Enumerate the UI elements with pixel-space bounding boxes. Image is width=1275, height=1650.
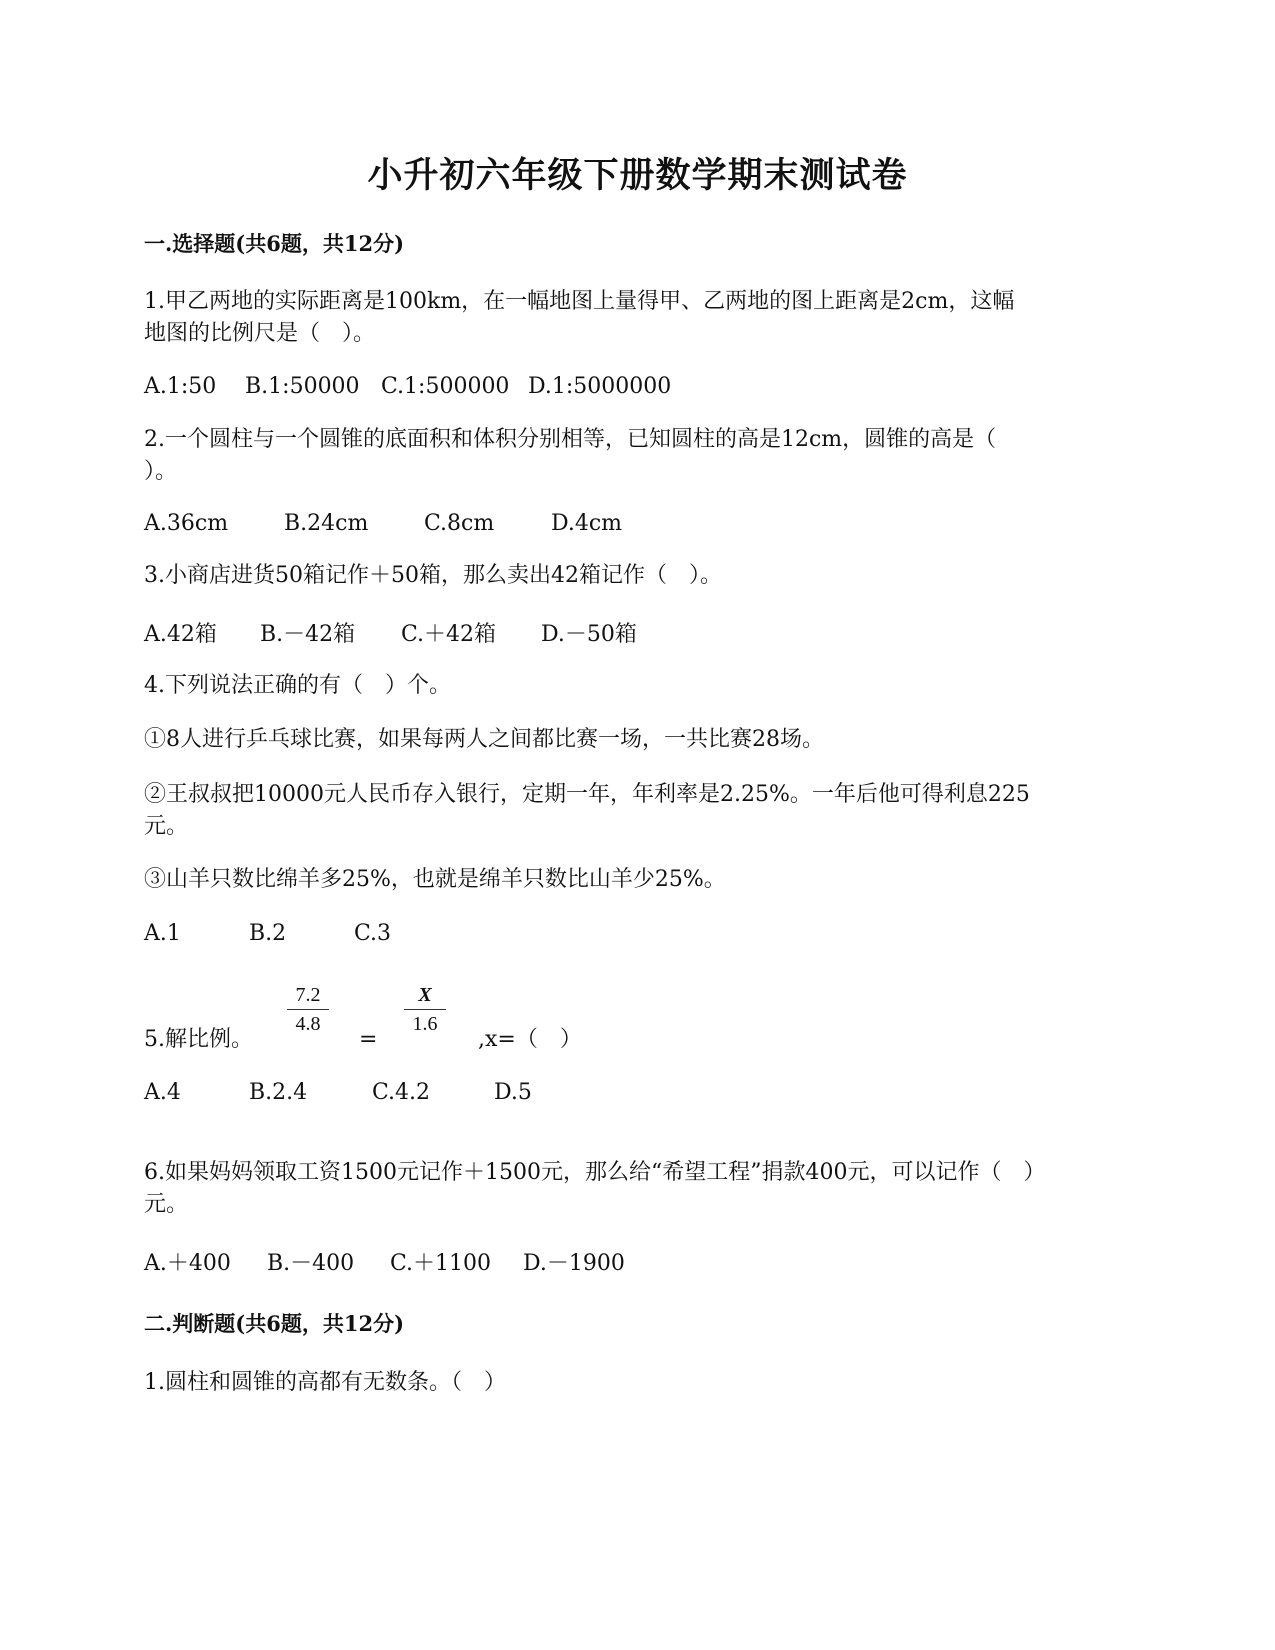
- question-1-option-a: A.1:50: [144, 374, 217, 399]
- section-heading-judgement: 二.判断题(共6题，共12分): [144, 1311, 405, 1336]
- question-5-option-d: D.5: [494, 1080, 532, 1105]
- question-5-option-b: B.2.4: [249, 1080, 308, 1105]
- question-5-suffix: ,x=（ ）: [478, 1027, 582, 1052]
- question-2-option-c: C.8cm: [424, 511, 495, 536]
- fraction-2-bar: [404, 1009, 446, 1010]
- section-heading-choice: 一.选择题(共6题，共12分): [144, 231, 405, 256]
- fraction-1-numerator: 7.2: [295, 984, 321, 1006]
- question-1-line-1: 1.甲乙两地的实际距离是100km，在一幅地图上量得甲、乙两地的图上距离是2cm，这幅: [144, 289, 1015, 314]
- question-4-statement-2: ②王叔叔把10000元人民币存入银行，定期一年，年利率是2.25%。一年后他可得利息225: [144, 782, 1030, 807]
- question-6-option-b: B.－400: [267, 1251, 355, 1276]
- question-6-option-d: D.－1900: [523, 1251, 625, 1276]
- question-3-option-a: A.42箱: [144, 622, 217, 647]
- question-1-line-2: 地图的比例尺是（ ）。: [144, 321, 376, 346]
- question-1-option-b: B.1:50000: [245, 374, 360, 399]
- question-4-option-c: C.3: [354, 921, 392, 946]
- fraction-1-denominator: 4.8: [295, 1013, 321, 1035]
- fraction-x-over-1-6: [400, 982, 450, 1037]
- question-4-statement-3: ③山羊只数比绵羊多25%，也就是绵羊只数比山羊少25%。: [144, 867, 726, 892]
- question-5-option-a: A.4: [144, 1080, 181, 1105]
- fraction-2-denominator: 1.6: [412, 1013, 438, 1035]
- question-1-option-c: C.1:500000: [381, 374, 510, 399]
- question-4-option-b: B.2: [249, 921, 287, 946]
- fraction-2-numerator: X: [418, 984, 432, 1006]
- fraction-1-bar: [287, 1009, 329, 1010]
- question-5-equals: =: [359, 1027, 378, 1052]
- question-3-option-c: C.＋42箱: [401, 622, 497, 647]
- question-4-option-a: A.1: [144, 921, 181, 946]
- question-3-option-d: D.－50箱: [541, 622, 637, 647]
- question-6-option-c: C.＋1100: [390, 1251, 492, 1276]
- question-4-statement-2-cont: 元。: [144, 814, 189, 839]
- page-title: 小升初六年级下册数学期末测试卷: [367, 155, 908, 196]
- question-3-line-1: 3.小商店进货50箱记作＋50箱，那么卖出42箱记作（ ）。: [144, 563, 722, 588]
- question-6-option-a: A.＋400: [144, 1251, 231, 1276]
- question-2-line-2: ）。: [144, 459, 178, 484]
- judgement-question-1: 1.圆柱和圆锥的高都有无数条。（ ）: [144, 1370, 506, 1395]
- question-2-line-1: 2.一个圆柱与一个圆锥的底面积和体积分别相等，已知圆柱的高是12cm，圆锥的高是（: [144, 427, 997, 452]
- question-1-option-d: D.1:5000000: [528, 374, 672, 399]
- question-6-line-1: 6.如果妈妈领取工资1500元记作＋1500元，那么给“希望工程”捐款400元，可以记作（ ）: [144, 1160, 1046, 1185]
- question-4-line-1: 4.下列说法正确的有（ ）个。: [144, 673, 451, 698]
- question-2-option-b: B.24cm: [284, 511, 369, 536]
- question-2-option-d: D.4cm: [551, 511, 623, 536]
- question-4-statement-1: ①8人进行乒乓球比赛，如果每两人之间都比赛一场，一共比赛28场。: [144, 727, 824, 752]
- question-5-option-c: C.4.2: [372, 1080, 431, 1105]
- question-3-option-b: B.－42箱: [260, 622, 356, 647]
- fraction-7-2-over-4-8: [283, 982, 333, 1037]
- question-5-prefix: 5.解比例。: [144, 1027, 253, 1052]
- question-6-line-2: 元。: [144, 1192, 189, 1217]
- question-2-option-a: A.36cm: [144, 511, 229, 536]
